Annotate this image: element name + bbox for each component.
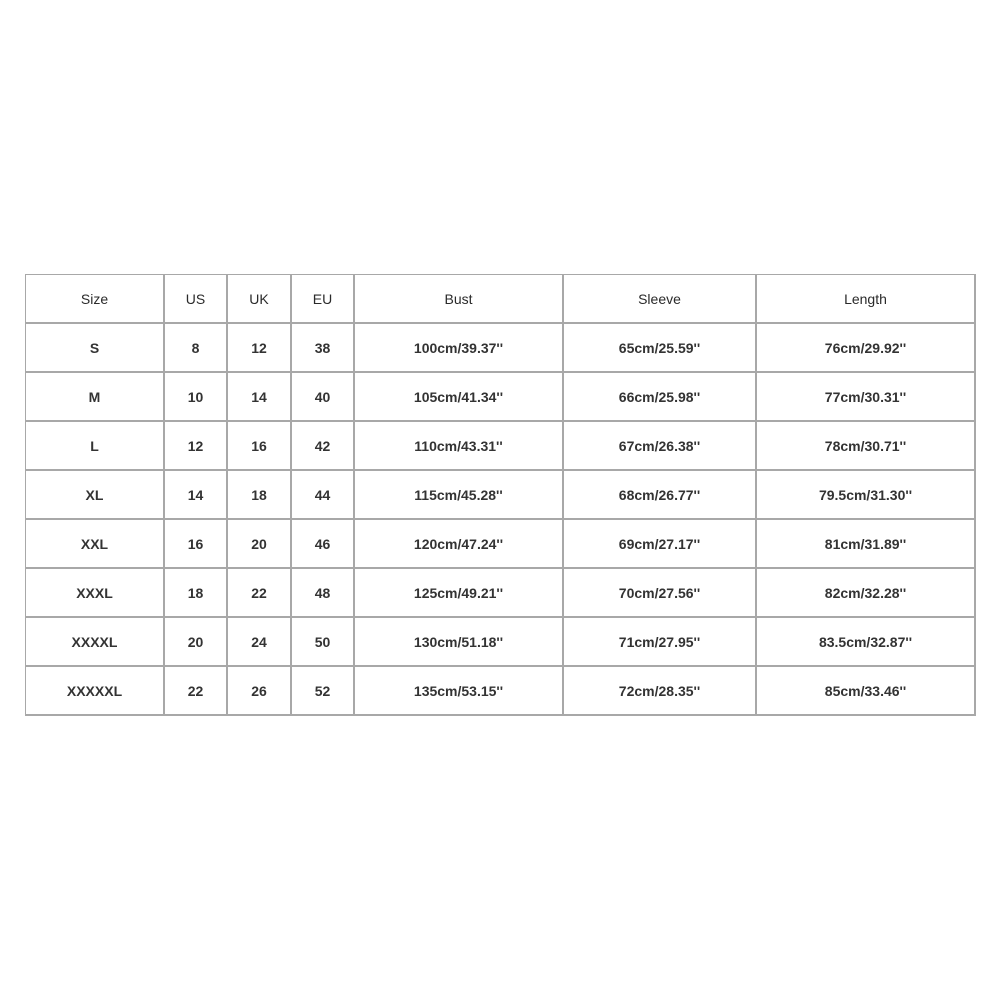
cell-size: XXL: [26, 520, 165, 569]
cell-uk: 14: [228, 373, 292, 422]
cell-sleeve: 70cm/27.56'': [564, 569, 757, 618]
cell-bust: 100cm/39.37'': [355, 324, 564, 373]
cell-eu: 52: [292, 667, 355, 716]
cell-us: 14: [165, 471, 228, 520]
header-us: US: [165, 275, 228, 324]
header-sleeve: Sleeve: [564, 275, 757, 324]
cell-size: XL: [26, 471, 165, 520]
cell-length: 82cm/32.28'': [757, 569, 976, 618]
cell-length: 76cm/29.92'': [757, 324, 976, 373]
cell-bust: 110cm/43.31'': [355, 422, 564, 471]
cell-uk: 12: [228, 324, 292, 373]
cell-eu: 44: [292, 471, 355, 520]
cell-us: 16: [165, 520, 228, 569]
table-row: [26, 667, 976, 716]
cell-us: 8: [165, 324, 228, 373]
cell-sleeve: 72cm/28.35'': [564, 667, 757, 716]
cell-us: 18: [165, 569, 228, 618]
cell-us: 12: [165, 422, 228, 471]
table-row: [26, 618, 976, 667]
cell-length: 77cm/30.31'': [757, 373, 976, 422]
cell-sleeve: 67cm/26.38'': [564, 422, 757, 471]
cell-bust: 130cm/51.18'': [355, 618, 564, 667]
size-chart-table: [25, 274, 976, 716]
header-bust: Bust: [355, 275, 564, 324]
cell-uk: 18: [228, 471, 292, 520]
header-size: Size: [26, 275, 165, 324]
cell-us: 20: [165, 618, 228, 667]
cell-size: XXXL: [26, 569, 165, 618]
cell-sleeve: 69cm/27.17'': [564, 520, 757, 569]
cell-size: XXXXXL: [26, 667, 165, 716]
cell-bust: 125cm/49.21'': [355, 569, 564, 618]
cell-eu: 50: [292, 618, 355, 667]
cell-us: 10: [165, 373, 228, 422]
cell-eu: 40: [292, 373, 355, 422]
cell-size: S: [26, 324, 165, 373]
cell-bust: 115cm/45.28'': [355, 471, 564, 520]
table-row: [26, 422, 976, 471]
table-row: [26, 520, 976, 569]
header-length: Length: [757, 275, 976, 324]
header-eu: EU: [292, 275, 355, 324]
cell-sleeve: 65cm/25.59'': [564, 324, 757, 373]
cell-size: XXXXL: [26, 618, 165, 667]
table-row: [26, 324, 976, 373]
cell-uk: 20: [228, 520, 292, 569]
cell-eu: 38: [292, 324, 355, 373]
cell-sleeve: 71cm/27.95'': [564, 618, 757, 667]
cell-uk: 22: [228, 569, 292, 618]
cell-length: 79.5cm/31.30'': [757, 471, 976, 520]
header-uk: UK: [228, 275, 292, 324]
cell-bust: 105cm/41.34'': [355, 373, 564, 422]
cell-bust: 135cm/53.15'': [355, 667, 564, 716]
cell-uk: 16: [228, 422, 292, 471]
cell-eu: 42: [292, 422, 355, 471]
cell-eu: 46: [292, 520, 355, 569]
header-row: [26, 275, 976, 324]
cell-bust: 120cm/47.24'': [355, 520, 564, 569]
cell-eu: 48: [292, 569, 355, 618]
table-row: [26, 569, 976, 618]
cell-sleeve: 68cm/26.77'': [564, 471, 757, 520]
cell-size: M: [26, 373, 165, 422]
cell-uk: 26: [228, 667, 292, 716]
cell-us: 22: [165, 667, 228, 716]
table-row: [26, 471, 976, 520]
cell-length: 81cm/31.89'': [757, 520, 976, 569]
cell-sleeve: 66cm/25.98'': [564, 373, 757, 422]
cell-size: L: [26, 422, 165, 471]
cell-length: 78cm/30.71'': [757, 422, 976, 471]
cell-length: 83.5cm/32.87'': [757, 618, 976, 667]
cell-uk: 24: [228, 618, 292, 667]
cell-length: 85cm/33.46'': [757, 667, 976, 716]
table-row: [26, 373, 976, 422]
